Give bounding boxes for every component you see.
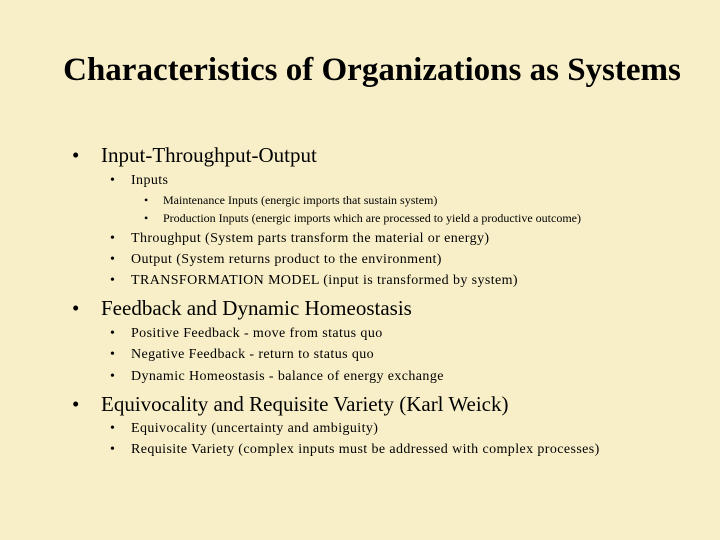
bullet-icon: • bbox=[72, 143, 80, 167]
list-item-inputs: Inputs bbox=[131, 173, 169, 188]
bullet-icon: • bbox=[110, 173, 116, 188]
list-item-requisite-variety: Requisite Variety (complex inputs must be addressed with complex processes) bbox=[131, 442, 600, 457]
bullet-icon: • bbox=[110, 347, 116, 362]
bullet-icon: • bbox=[110, 326, 116, 341]
bullet-icon: • bbox=[110, 421, 116, 436]
bullet-icon: • bbox=[110, 273, 116, 288]
bullet-icon: • bbox=[110, 369, 116, 384]
sub-item-production-inputs: Production Inputs (energic imports which are processed to yield a productive outcome) bbox=[163, 211, 581, 225]
bullet-icon: • bbox=[110, 231, 116, 246]
bullet-icon: • bbox=[144, 211, 149, 225]
bullet-icon: • bbox=[144, 193, 149, 207]
list-item-equivocality: Equivocality (uncertainty and ambiguity) bbox=[131, 421, 379, 436]
bullet-icon: • bbox=[110, 442, 116, 457]
list-item-throughput: Throughput (System parts transform the material or energy) bbox=[131, 231, 490, 246]
list-item-dynamic-homeostasis: Dynamic Homeostasis - balance of energy exchange bbox=[131, 369, 444, 384]
list-item-positive-feedback: Positive Feedback - move from status quo bbox=[131, 326, 383, 341]
bullet-icon: • bbox=[110, 252, 116, 267]
section-heading-input-throughput-output: Input-Throughput-Output bbox=[101, 143, 317, 167]
slide-title: Characteristics of Organizations as Systems bbox=[63, 52, 681, 88]
list-item-output: Output (System returns product to the environment) bbox=[131, 252, 442, 267]
sub-item-maintenance-inputs: Maintenance Inputs (energic imports that sustain system) bbox=[163, 193, 438, 207]
list-item-negative-feedback: Negative Feedback - return to status quo bbox=[131, 347, 375, 362]
bullet-icon: • bbox=[72, 296, 80, 320]
list-item-transformation-model: TRANSFORMATION MODEL (input is transformed by system) bbox=[131, 273, 518, 288]
bullet-icon: • bbox=[72, 392, 80, 416]
section-heading-feedback: Feedback and Dynamic Homeostasis bbox=[101, 296, 412, 320]
section-heading-equivocality: Equivocality and Requisite Variety (Karl Weick) bbox=[101, 392, 509, 416]
